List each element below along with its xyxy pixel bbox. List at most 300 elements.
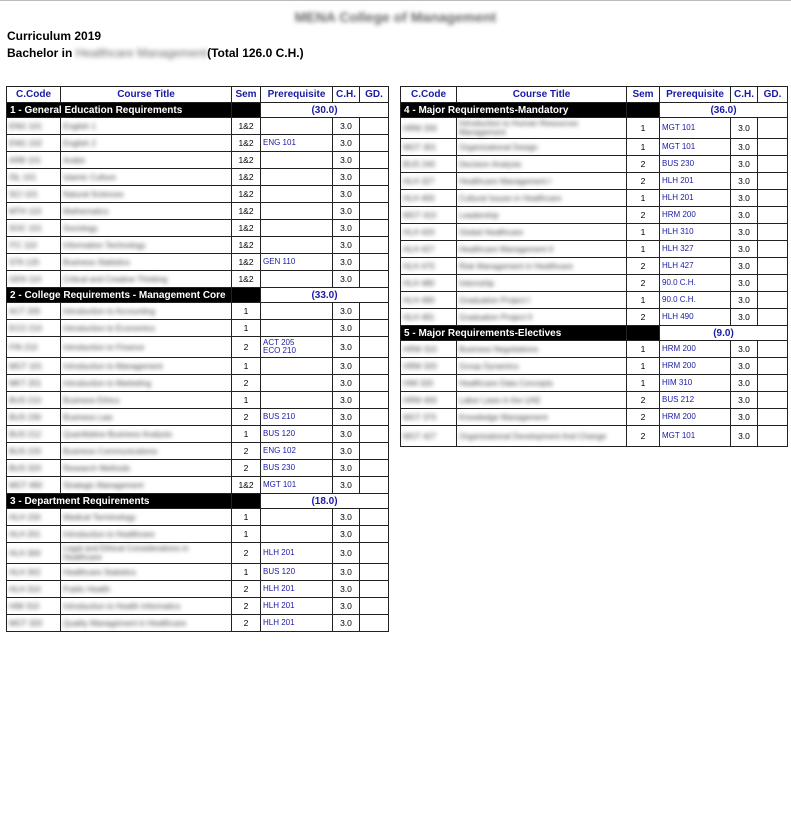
course-prerequisite [660,156,731,173]
course-credit-hours: 3.0 [731,156,758,173]
course-sem: 2 [627,309,660,326]
course-grade [360,460,389,477]
program-name: Healthcare Management [75,46,208,60]
course-title: English 2 [61,135,232,152]
section-header-row [7,494,389,509]
table-row [7,460,389,477]
prerequisite-code: HRM 200 [662,412,696,421]
course-grade [360,509,389,526]
table-row [401,190,788,207]
col-header-sem: Sem [627,87,660,103]
course-credit-hours: 3.0 [333,186,360,203]
course-credit-hours: 3.0 [333,320,360,337]
table-row [401,156,788,173]
table-row [401,224,788,241]
section-filler [627,326,660,341]
course-prerequisite [261,426,333,443]
course-title: Healthcare Management I [457,173,627,190]
course-code: ACT 205 [7,303,61,320]
col-header-sem: Sem [232,87,261,103]
course-credit-hours: 3.0 [333,477,360,494]
course-grade [360,186,389,203]
table-row [401,341,788,358]
course-credit-hours: 3.0 [333,271,360,288]
course-prerequisite [261,409,333,426]
section-name: 2 - College Requirements - Management Core [7,288,232,303]
course-credit-hours: 3.0 [731,241,758,258]
section-name: 3 - Department Requirements [7,494,232,509]
course-code: HLH 491 [401,309,457,326]
course-prerequisite [261,337,333,358]
course-credit-hours: 3.0 [333,581,360,598]
course-title: English 1 [61,118,232,135]
course-code: MGT 410 [401,207,457,224]
course-title: Introduction to Finance [61,337,232,358]
course-credit-hours: 3.0 [333,615,360,632]
course-prerequisite [261,358,333,375]
table-row [7,477,389,494]
course-sem: 1&2 [232,237,261,254]
course-grade [758,309,788,326]
course-title: Sociology [61,220,232,237]
course-prerequisite [261,237,333,254]
course-grade [758,241,788,258]
course-grade [758,292,788,309]
course-code: MGT 320 [7,615,61,632]
section-filler [232,288,261,303]
course-grade [360,271,389,288]
course-code: MGT 370 [401,409,457,426]
course-title: Critical and Creative Thinking [61,271,232,288]
course-prerequisite [261,220,333,237]
course-title: Introduction to Healthcare [61,526,232,543]
course-sem: 2 [627,173,660,190]
course-sem: 2 [232,598,261,615]
course-title: Organizational Design [457,139,627,156]
table-row [7,509,389,526]
course-title: Quantitative Business Analysis [61,426,232,443]
table-row [7,615,389,632]
course-code: HLH 300 [7,543,61,564]
course-code: HIM 310 [7,598,61,615]
prerequisite-code: HLH 490 [662,312,694,321]
course-grade [758,156,788,173]
course-credit-hours: 3.0 [333,426,360,443]
course-sem: 2 [627,392,660,409]
prerequisite-code: ENG 101 [263,138,296,147]
course-credit-hours: 3.0 [731,292,758,309]
prerequisite-code: HRM 200 [662,344,696,353]
course-grade [360,409,389,426]
table-row [401,426,788,447]
course-code: BUS 220 [7,443,61,460]
course-code: HLH 470 [401,258,457,275]
course-credit-hours: 3.0 [333,237,360,254]
table-row [401,258,788,275]
course-title: Public Health [61,581,232,598]
course-credit-hours: 3.0 [333,443,360,460]
course-credit-hours: 3.0 [731,190,758,207]
prerequisite-code: HRM 200 [662,210,696,219]
course-grade [360,375,389,392]
section-filler [627,103,660,118]
course-prerequisite [261,152,333,169]
course-grade [758,258,788,275]
course-sem: 2 [232,460,261,477]
course-code: SCI 101 [7,186,61,203]
section-filler [232,494,261,509]
course-grade [360,477,389,494]
course-grade [360,358,389,375]
course-prerequisite [660,341,731,358]
course-credit-hours: 3.0 [731,207,758,224]
course-title: Business Negotiations [457,341,627,358]
section-total: (33.0) [261,288,389,303]
course-prerequisite [660,224,731,241]
course-code: BUS 230 [7,409,61,426]
table-row [7,375,389,392]
section-header-row [401,103,788,118]
table-row [7,526,389,543]
course-credit-hours: 3.0 [731,173,758,190]
course-title: Global Healthcare [457,224,627,241]
course-credit-hours: 3.0 [333,358,360,375]
table-row [7,220,389,237]
course-code: BUS 212 [7,426,61,443]
course-title: Medical Terminology [61,509,232,526]
section-name: 5 - Major Requirements-Electives [401,326,627,341]
course-grade [758,426,788,447]
course-prerequisite [660,275,731,292]
table-row [7,271,389,288]
course-grade [360,426,389,443]
prerequisite-code: HRM 200 [662,361,696,370]
course-prerequisite [261,169,333,186]
course-title: Leadership [457,207,627,224]
table-row [7,237,389,254]
course-sem: 1 [627,139,660,156]
course-credit-hours: 3.0 [333,392,360,409]
section-header-row [7,288,389,303]
prerequisite-code: BUS 230 [263,463,296,472]
course-title: Introduction to Health Informatics [61,598,232,615]
table-row [401,275,788,292]
course-title: Business Statistics [61,254,232,271]
college-name: MENA College of Management [294,9,497,25]
course-credit-hours: 3.0 [731,118,758,139]
program-total: (Total 126.0 C.H.) [207,46,304,60]
course-code: HLH 327 [401,173,457,190]
table-row [7,203,389,220]
course-title: Healthcare Data Concepts [457,375,627,392]
course-code: MKT 201 [7,375,61,392]
course-sem: 2 [627,207,660,224]
prerequisite-code: MGT 101 [662,431,696,440]
course-credit-hours: 3.0 [731,224,758,241]
prerequisite-code: BUS 210 [263,412,296,421]
col-header-code: C.Code [401,87,457,103]
course-title: Business Law [61,409,232,426]
table-row [7,152,389,169]
course-prerequisite [261,320,333,337]
course-prerequisite [261,303,333,320]
course-credit-hours: 3.0 [333,303,360,320]
course-title: Mathematics [61,203,232,220]
table-row [401,375,788,392]
course-sem: 2 [627,258,660,275]
prerequisite-code: ENG 102 [263,446,296,455]
table-row [401,207,788,224]
course-code: ITC 110 [7,237,61,254]
course-title: Strategic Management [61,477,232,494]
course-credit-hours: 3.0 [333,135,360,152]
course-grade [758,358,788,375]
col-header-gd: GD. [360,87,389,103]
course-grade [360,169,389,186]
table-row [7,598,389,615]
course-sem: 1 [232,526,261,543]
course-grade [758,139,788,156]
course-grade [360,543,389,564]
table-row [7,358,389,375]
course-code: HLH 150 [7,509,61,526]
course-title: Graduation Project II [457,309,627,326]
course-prerequisite [261,581,333,598]
course-grade [360,254,389,271]
section-header-row [7,103,389,118]
course-grade [758,341,788,358]
course-title: Information Technology [61,237,232,254]
course-grade [360,564,389,581]
course-sem: 1&2 [232,118,261,135]
table-row [7,409,389,426]
prerequisite-code: ACT 205 [263,338,295,347]
course-sem: 1&2 [232,271,261,288]
course-credit-hours: 3.0 [333,526,360,543]
section-header-row [401,326,788,341]
course-sem: 1&2 [232,220,261,237]
course-prerequisite [261,460,333,477]
course-prerequisite [660,173,731,190]
course-sem: 2 [232,409,261,426]
course-code: ENG 102 [7,135,61,152]
course-code: ISL 101 [7,169,61,186]
table-row [401,358,788,375]
table-header-row [401,87,788,103]
course-code: HLH 400 [401,190,457,207]
course-sem: 1 [232,564,261,581]
course-credit-hours: 3.0 [333,203,360,220]
section-filler [232,103,261,118]
course-credit-hours: 3.0 [333,460,360,477]
course-grade [360,237,389,254]
course-credit-hours: 3.0 [731,375,758,392]
course-prerequisite [660,258,731,275]
course-credit-hours: 3.0 [731,309,758,326]
course-grade [758,173,788,190]
table-row [7,426,389,443]
section-name: 1 - General Education Requirements [7,103,232,118]
section-name: 4 - Major Requirements-Mandatory [401,103,627,118]
course-code: MGT 101 [7,358,61,375]
course-title: Organizational Development And Change [457,426,627,447]
course-code: MGT 490 [7,477,61,494]
course-prerequisite [261,392,333,409]
course-grade [360,203,389,220]
course-title: Research Methods [61,460,232,477]
course-prerequisite [261,135,333,152]
course-credit-hours: 3.0 [333,598,360,615]
course-credit-hours: 3.0 [731,409,758,426]
course-grade [360,337,389,358]
course-sem: 1 [627,224,660,241]
course-prerequisite [261,254,333,271]
course-sem: 2 [232,443,261,460]
course-credit-hours: 3.0 [333,169,360,186]
course-title: Knowledge Management [457,409,627,426]
course-prerequisite [660,309,731,326]
prerequisite-code: BUS 120 [263,567,296,576]
course-title: Arabic [61,152,232,169]
course-prerequisite [660,426,731,447]
course-code: HLH 201 [7,526,61,543]
section-total: (9.0) [660,326,788,341]
prerequisite-code: HLH 201 [263,584,295,593]
course-credit-hours: 3.0 [731,426,758,447]
course-grade [360,152,389,169]
course-grade [360,581,389,598]
course-code: MGT 301 [401,139,457,156]
table-row [7,254,389,271]
course-sem: 1 [232,303,261,320]
course-code: HRM 310 [401,341,457,358]
table-row [401,292,788,309]
table-row [7,564,389,581]
table-row [7,169,389,186]
course-prerequisite [261,477,333,494]
course-code: ARB 101 [7,152,61,169]
course-credit-hours: 3.0 [333,152,360,169]
course-sem: 1&2 [232,152,261,169]
course-code: HLH 302 [7,564,61,581]
course-title: Introduction to Accounting [61,303,232,320]
course-code: ENG 101 [7,118,61,135]
section-total: (30.0) [261,103,389,118]
table-row [7,118,389,135]
prerequisite-code: HIM 310 [662,378,693,387]
prerequisite-code: BUS 230 [662,159,695,168]
course-code: FIN 210 [7,337,61,358]
course-code: GEN 110 [7,271,61,288]
course-grade [360,118,389,135]
table-row [7,186,389,203]
course-prerequisite [660,409,731,426]
course-sem: 1 [627,341,660,358]
course-code: HRM 320 [401,358,457,375]
course-sem: 2 [232,375,261,392]
course-title: Introduction to Management [61,358,232,375]
table-row [7,392,389,409]
course-prerequisite [261,118,333,135]
course-credit-hours: 3.0 [333,118,360,135]
course-grade [758,409,788,426]
course-code: MGT 427 [401,426,457,447]
course-prerequisite [660,118,731,139]
course-prerequisite [261,509,333,526]
course-sem: 1&2 [232,477,261,494]
course-sem: 2 [627,275,660,292]
section-total: (36.0) [660,103,788,118]
course-prerequisite [261,375,333,392]
course-sem: 2 [627,409,660,426]
prerequisite-code: 90.0 C.H. [662,278,696,287]
course-sem: 1 [627,375,660,392]
course-credit-hours: 3.0 [333,543,360,564]
prerequisite-code: MGT 101 [662,142,696,151]
course-title: Labor Laws in the UAE [457,392,627,409]
course-grade [758,118,788,139]
course-sem: 2 [232,581,261,598]
col-header-gd: GD. [758,87,788,103]
course-sem: 1 [627,292,660,309]
prerequisite-code: HLH 327 [662,244,694,253]
table-row [7,320,389,337]
prerequisite-code: HLH 310 [662,227,694,236]
course-sem: 1&2 [232,203,261,220]
course-credit-hours: 3.0 [731,275,758,292]
course-credit-hours: 3.0 [731,258,758,275]
course-prerequisite [660,292,731,309]
course-sem: 1&2 [232,135,261,152]
course-code: HRM 200 [401,118,457,139]
course-prerequisite [261,543,333,564]
col-header-ch: C.H. [333,87,360,103]
course-title: Business Communications [61,443,232,460]
course-sem: 1 [627,241,660,258]
course-code: HLH 310 [7,581,61,598]
course-grade [360,615,389,632]
table-row [7,581,389,598]
table-row [401,139,788,156]
course-grade [360,443,389,460]
course-grade [758,190,788,207]
course-title: Natural Sciences [61,186,232,203]
course-title: Legal and Ethical Considerations in Healthcare [61,543,232,564]
course-grade [360,320,389,337]
course-title: Introduction to Marketing [61,375,232,392]
table-row [401,118,788,139]
course-code: BUS 240 [401,156,457,173]
course-code: SOC 101 [7,220,61,237]
course-credit-hours: 3.0 [333,564,360,581]
course-prerequisite [261,271,333,288]
table-row [7,303,389,320]
course-grade [360,598,389,615]
course-sem: 1 [232,358,261,375]
course-code: HIM 320 [401,375,457,392]
course-grade [360,392,389,409]
course-grade [360,526,389,543]
course-credit-hours: 3.0 [731,139,758,156]
course-sem: 1 [627,190,660,207]
course-title: Cultural Issues in Healthcare [457,190,627,207]
prerequisite-code: ECO 210 [263,346,296,355]
curriculum-table-right [400,86,788,447]
course-title: Risk Management in Healthcare [457,258,627,275]
prerequisite-code: 90.0 C.H. [662,295,696,304]
prerequisite-code: HLH 201 [662,193,694,202]
course-title: Graduation Project I [457,292,627,309]
